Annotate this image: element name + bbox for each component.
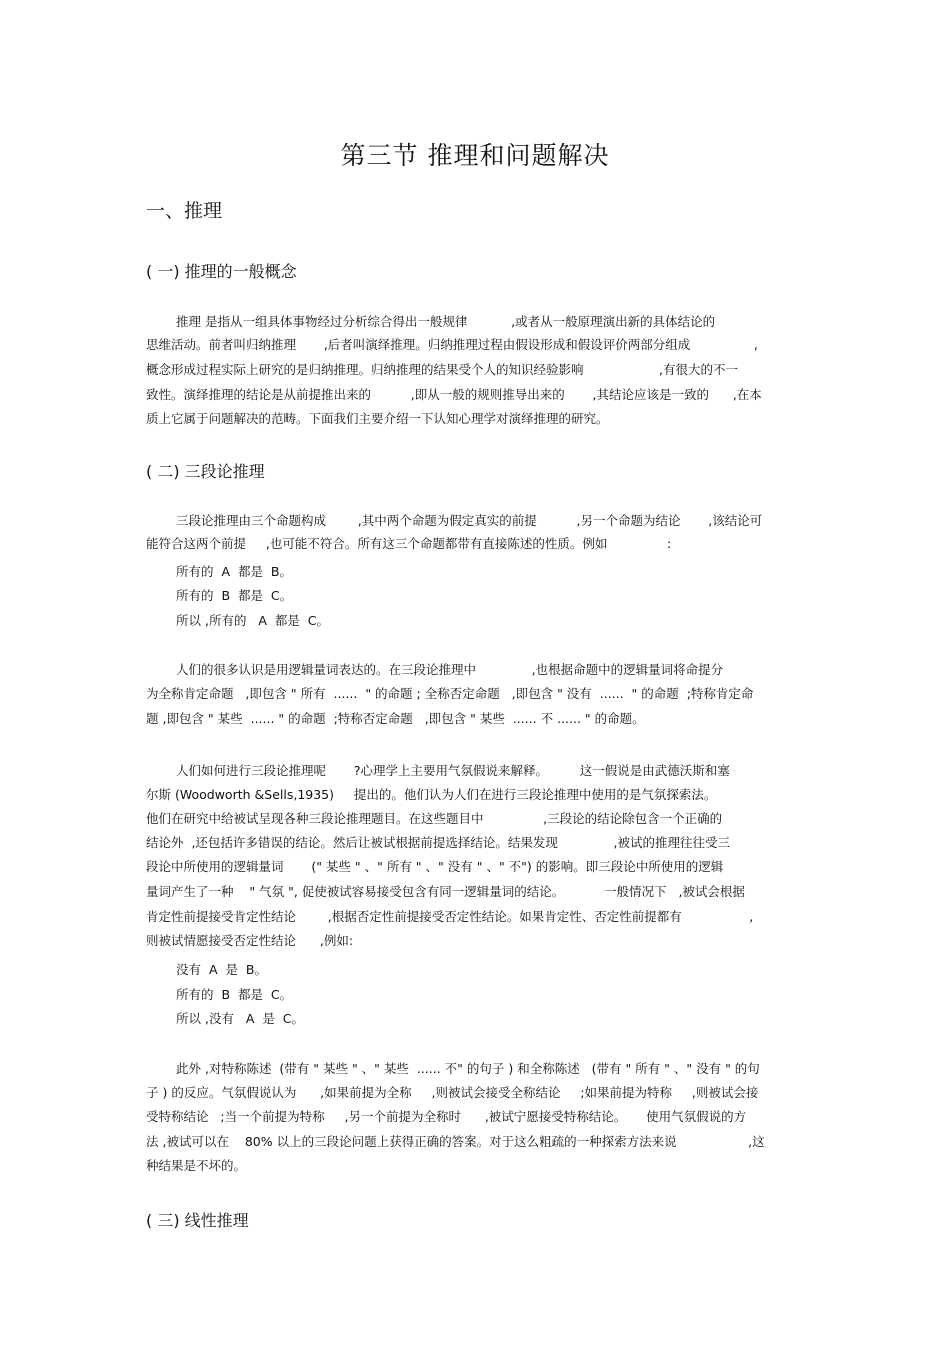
example-line: 所有的 B 都是 C。 (176, 987, 293, 1002)
section-heading-reasoning: 一、推理 (146, 200, 223, 222)
paragraph-line: 受特称结论 ;当一个前提为特称 ,另一个前提为全称时 ,被试宁愿接受特称结论。 使用气氛假说的方 (146, 1109, 747, 1124)
paragraph-line: 题 ,即包含 " 某些 ...... " 的命题 ;特称否定命题 ,即包含 " 某些 ...... 不 ...... " 的命题。 (146, 711, 645, 726)
paragraph-line: 致性。演绎推理的结论是从前提推出来的 ,即从一般的规则推导出来的 ,其结论应该是一致的 ,在本 (146, 387, 762, 402)
example-line: 所有的 B 都是 C。 (176, 588, 293, 603)
subsection-heading-general-concept: ( 一) 推理的一般概念 (146, 262, 297, 281)
paragraph-line: 他们在研究中给被试呈现各种三段论推理题目。在这些题目中 ,三段论的结论除包含一个正确的 (146, 811, 723, 826)
subsection-heading-syllogism: ( 二) 三段论推理 (146, 462, 265, 481)
paragraph-line: 三段论推理由三个命题构成 ,其中两个命题为假定真实的前提 ,另一个命题为结论 ,该结论可 (176, 513, 763, 528)
paragraph-line: 肯定性前提接受肯定性结论 ,根据否定性前提接受否定性结论。如果肯定性、否定性前提都有 , (146, 909, 754, 924)
paragraph-line: 能符合这两个前提 ,也可能不符合。所有这三个命题都带有直接陈述的性质。例如 : (146, 536, 672, 551)
paragraph-line: 尔斯 (Woodworth &Sells,1935) 提出的。他们认为人们在进行三段论推理中使用的是气氛探索法。 (146, 787, 717, 802)
paragraph-line: 结论外 ,还包括许多错误的结论。然后让被试根据前提选择结论。结果发现 ,被试的推理往往受三 (146, 835, 731, 850)
example-line: 所以 ,没有 A 是 C。 (176, 1011, 305, 1026)
paragraph-line: 子 ) 的反应。气氛假说认为 ,如果前提为全称 ,则被试会接受全称结论 ;如果前提为特称 ,则被试会接 (146, 1085, 759, 1100)
paragraph-line: 为全称肯定命题 ,即包含 " 所有 ...... " 的命题 ; 全称否定命题 ,即包含 " 没有 ...... " 的命题 ;特称肯定命 (146, 686, 754, 701)
paragraph-line: 法 ,被试可以在 80% 以上的三段论问题上获得正确的答案。对于这么粗疏的一种探索方法来说 ,这 (146, 1134, 765, 1149)
paragraph-line: 思维活动。前者叫归纳推理 ,后者叫演绎推理。归纳推理过程由假设形成和假设评价两部分组成 , (146, 337, 758, 352)
paragraph-line: 则被试情愿接受否定性结论 ,例如: (146, 933, 354, 948)
page-title: 第三节 推理和问题解决 (340, 141, 610, 170)
example-line: 所有的 A 都是 B。 (176, 564, 292, 579)
paragraph-line: 质上它属于问题解决的范畴。下面我们主要介绍一下认知心理学对演绎推理的研究。 (146, 411, 609, 426)
paragraph-line: 人们如何进行三段论推理呢 ?心理学上主要用气氛假说来解释。 这一假说是由武德沃斯和塞 (176, 763, 730, 778)
paragraph-line: 量词产生了一种 " 气氛 ", 促使被试容易接受包含有同一逻辑量词的结论。 一般情况下 ,被试会根据 (146, 884, 745, 899)
example-line: 没有 A 是 B。 (176, 962, 267, 977)
paragraph-line: 推理 是指从一组具体事物经过分析综合得出一般规律 ,或者从一般原理演出新的具体结论的 (176, 314, 716, 329)
paragraph-line: 人们的很多认识是用逻辑量词表达的。在三段论推理中 ,也根据命题中的逻辑量词将命提分 (176, 662, 724, 677)
paragraph-line: 此外 ,对特称陈述 (带有 " 某些 " 、" 某些 ...... 不" 的句子 ) 和全称陈述 (带有 " 所有 " 、" 没有 " 的句 (176, 1061, 760, 1076)
paragraph-line: 概念形成过程实际上研究的是归纳推理。归纳推理的结果受个人的知识经验影响 ,有很大的不一 (146, 362, 738, 377)
paragraph-line: 种结果是不坏的。 (146, 1158, 247, 1173)
example-line: 所以 ,所有的 A 都是 C。 (176, 613, 330, 628)
subsection-heading-linear-reasoning: ( 三) 线性推理 (146, 1211, 249, 1230)
paragraph-line: 段论中所使用的逻辑量词 (" 某些 " 、" 所有 " 、" 没有 " 、" 不") 的影响。即三段论中所使用的逻辑 (146, 859, 724, 874)
